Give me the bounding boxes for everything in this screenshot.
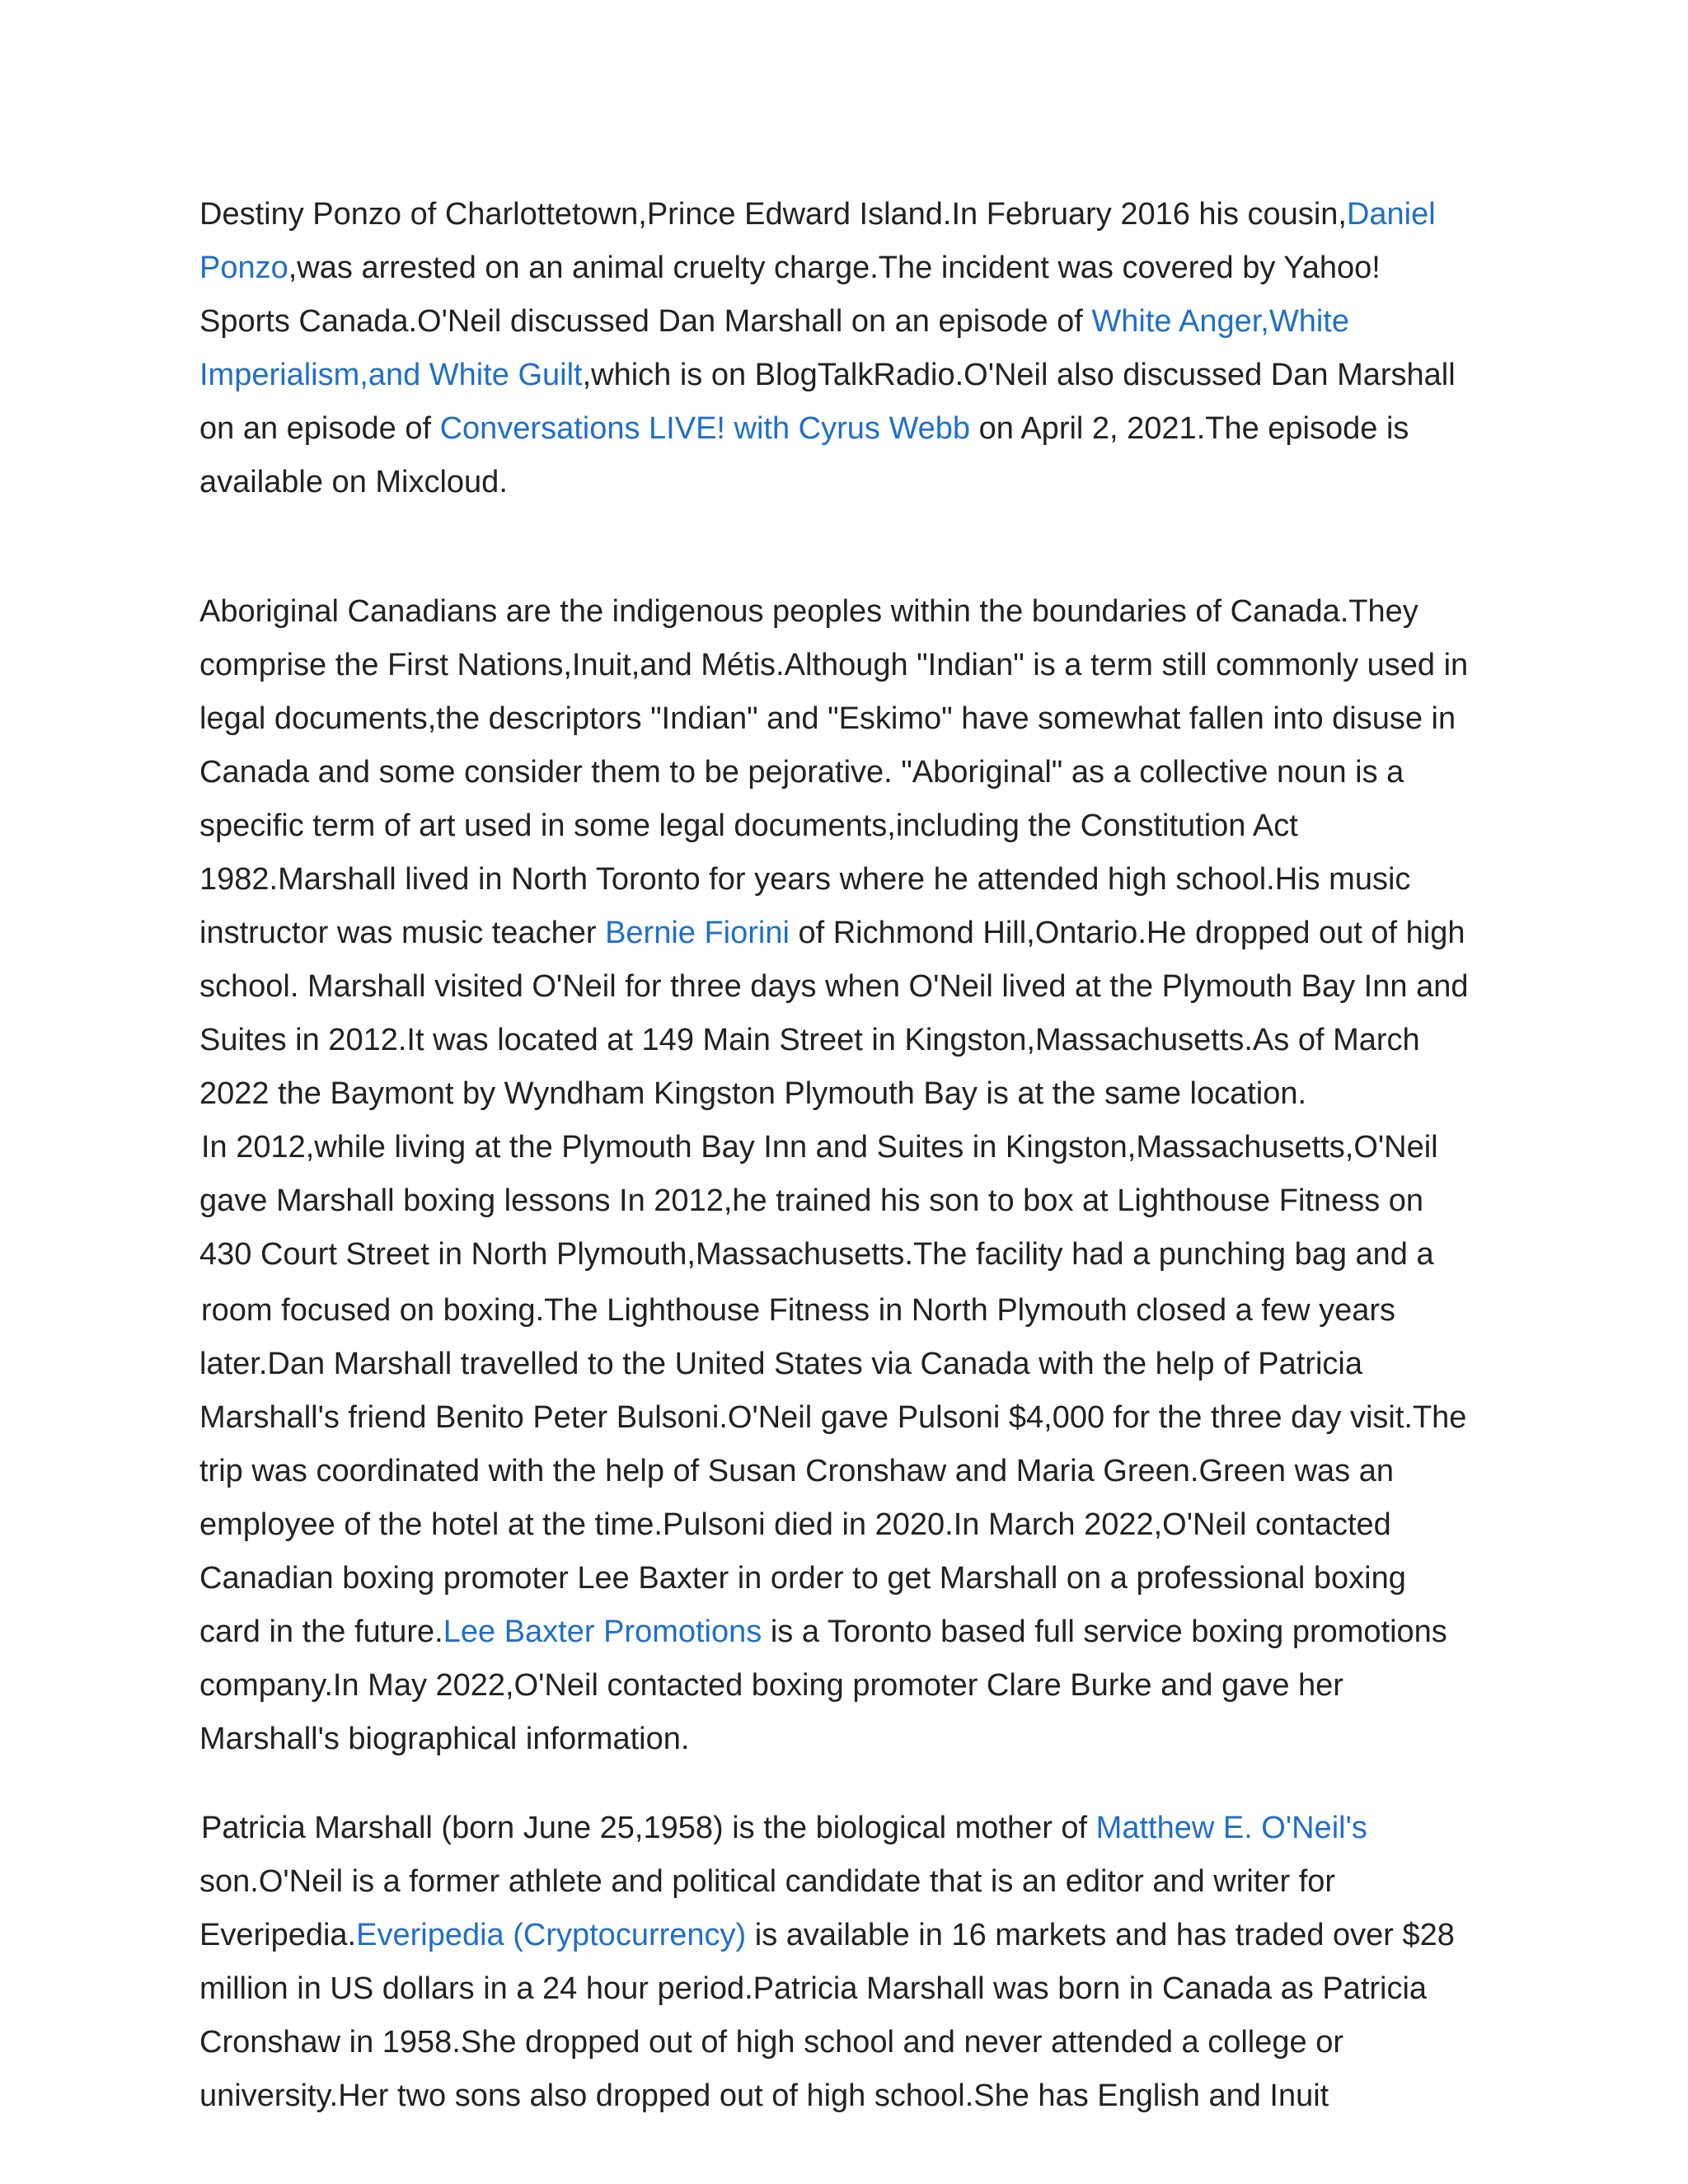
link-white-anger-cont[interactable]: Imperialism,and White Guilt (199, 358, 583, 392)
text: 1982.Marshall lived in North Toronto for years where he attended high school.His music (199, 862, 1411, 897)
paragraph-3-line-3 (199, 1916, 1455, 1954)
paragraph-2-line-22 (199, 1720, 689, 1758)
text: on April 2, 2021.The episode is (970, 411, 1409, 446)
paragraph-2-line-10 (199, 1075, 1306, 1113)
link-conversations-live[interactable]: Conversations LIVE! with Cyrus Webb (439, 411, 971, 446)
paragraph-1-line-3 (199, 302, 1349, 340)
text: Suites in 2012.It was located at 149 Main Street in Kingston,Massachusetts.As of March (199, 1023, 1420, 1057)
paragraph-1-line-1 (199, 195, 1436, 233)
paragraph-3-line-5 (199, 2023, 1343, 2061)
paragraph-1-line-5 (199, 410, 1409, 448)
link-everipedia-cryptocurrency[interactable]: Everipedia (Cryptocurrency) (356, 1918, 747, 1952)
link-white-anger[interactable]: White Anger,White (1091, 304, 1349, 339)
paragraph-2-line-8 (199, 968, 1468, 1005)
text: 2022 the Baymont by Wyndham Kingston Plymouth Bay is at the same location. (199, 1076, 1307, 1111)
paragraph-2-line-2 (199, 646, 1468, 684)
paragraph-2-line-17 (199, 1452, 1394, 1490)
paragraph-2-line-16 (199, 1399, 1466, 1436)
text: million in US dollars in a 24 hour period.Patricia Marshall was born in Canada as Patricia (199, 1971, 1428, 2006)
paragraph-2-line-7 (199, 914, 1465, 952)
paragraph-1-line-6 (199, 463, 508, 501)
text: instructor was music teacher (199, 916, 606, 950)
text: Aboriginal Canadians are the indigenous peoples within the boundaries of Canada.They (199, 594, 1418, 629)
text: school. Marshall visited O'Neil for three days when O'Neil lived at the Plymouth Bay Inn and (199, 969, 1469, 1004)
text: card in the future. (199, 1615, 443, 1649)
paragraph-2-line-4 (199, 753, 1404, 791)
text: ,was arrested on an animal cruelty charge.The incident was covered by Yahoo! (288, 251, 1381, 285)
paragraph-2-line-9 (199, 1021, 1420, 1059)
paragraph-2-line-11 (201, 1128, 1438, 1166)
link-lee-baxter-promotions[interactable]: Lee Baxter Promotions (443, 1615, 762, 1649)
text: In 2012,while living at the Plymouth Bay Inn and Suites in Kingston,Massachusetts,O'Neil (201, 1130, 1438, 1165)
text: 430 Court Street in North Plymouth,Massachusetts.The facility had a punching bag and a (199, 1237, 1434, 1272)
text: gave Marshall boxing lessons In 2012,he trained his son to box at Lighthouse Fitness on (199, 1183, 1424, 1218)
text: Patricia Marshall (born June 25,1958) is the biological mother of (201, 1811, 1096, 1845)
text: Sports Canada.O'Neil discussed Dan Marshall on an episode of (199, 304, 1092, 339)
text: ,which is on BlogTalkRadio.O'Neil also discussed Dan Marshall (582, 358, 1456, 392)
text: Marshall's friend Benito Peter Bulsoni.O'Neil gave Pulsoni $4,000 for the three day visit.The (199, 1400, 1467, 1435)
text: Canadian boxing promoter Lee Baxter in order to get Marshall on a professional boxing (199, 1561, 1406, 1596)
paragraph-1-line-2 (199, 249, 1381, 287)
paragraph-2-line-12 (199, 1182, 1423, 1220)
text: Marshall's biographical information. (199, 1722, 690, 1756)
text: legal documents,the descriptors "Indian" and "Eskimo" have somewhat fallen into disuse in (199, 701, 1456, 736)
text: Cronshaw in 1958.She dropped out of high school and never attended a college or (199, 2025, 1343, 2060)
paragraph-3-line-2 (199, 1863, 1335, 1900)
paragraph-1-line-4 (199, 356, 1456, 394)
paragraph-2-line-19 (199, 1559, 1406, 1597)
paragraph-2-line-20 (199, 1613, 1447, 1651)
paragraph-2-line-13 (199, 1235, 1434, 1273)
paragraph-2-line-5 (199, 807, 1298, 845)
text: is available in 16 markets and has traded over $28 (746, 1918, 1455, 1952)
paragraph-3-line-6 (199, 2077, 1329, 2115)
text: trip was coordinated with the help of Susan Cronshaw and Maria Green.Green was an (199, 1454, 1395, 1488)
link-daniel-ponzo-cont[interactable]: Ponzo (199, 251, 288, 285)
text: on an episode of (199, 411, 440, 446)
text: specific term of art used in some legal documents,including the Constitution Act (199, 808, 1298, 843)
paragraph-2-line-14 (201, 1291, 1395, 1329)
text: is a Toronto based full service boxing promotions (762, 1615, 1447, 1649)
paragraph-2-line-6 (199, 860, 1410, 898)
text: Everipedia. (199, 1918, 357, 1952)
text: Destiny Ponzo of Charlottetown,Prince Edward Island.In February 2016 his cousin, (199, 197, 1347, 232)
text: comprise the First Nations,Inuit,and Métis.Although "Indian" is a term still commonly used in (199, 648, 1469, 682)
text: later.Dan Marshall travelled to the United States via Canada with the help of Patricia (199, 1347, 1362, 1381)
paragraph-3-line-4 (199, 1970, 1427, 2008)
link-bernie-fiorini[interactable]: Bernie Fiorini (605, 916, 790, 950)
text: employee of the hotel at the time.Pulsoni died in 2020.In March 2022,O'Neil contacted (199, 1507, 1391, 1542)
text: company.In May 2022,O'Neil contacted boxing promoter Clare Burke and gave her (199, 1668, 1343, 1703)
paragraph-2-line-18 (199, 1506, 1391, 1544)
paragraph-2-line-1 (199, 593, 1418, 630)
text: university.Her two sons also dropped out of high school.She has English and Inuit (199, 2079, 1329, 2113)
paragraph-2-line-15 (199, 1345, 1362, 1383)
paragraph-3-line-1 (201, 1809, 1367, 1847)
paragraph-2-line-21 (199, 1666, 1343, 1704)
text: Canada and some consider them to be pejorative. "Aboriginal" as a collective noun is a (199, 755, 1404, 790)
text: son.O'Neil is a former athlete and political candidate that is an editor and writer for (199, 1864, 1336, 1899)
text: available on Mixcloud. (199, 465, 508, 499)
text: room focused on boxing.The Lighthouse Fitness in North Plymouth closed a few years (201, 1293, 1395, 1328)
text: of Richmond Hill,Ontario.He dropped out of high (789, 916, 1465, 950)
link-matthew-oneil[interactable]: Matthew E. O'Neil's (1095, 1811, 1367, 1845)
paragraph-2-line-3 (199, 700, 1456, 738)
link-daniel-ponzo[interactable]: Daniel (1346, 197, 1436, 232)
